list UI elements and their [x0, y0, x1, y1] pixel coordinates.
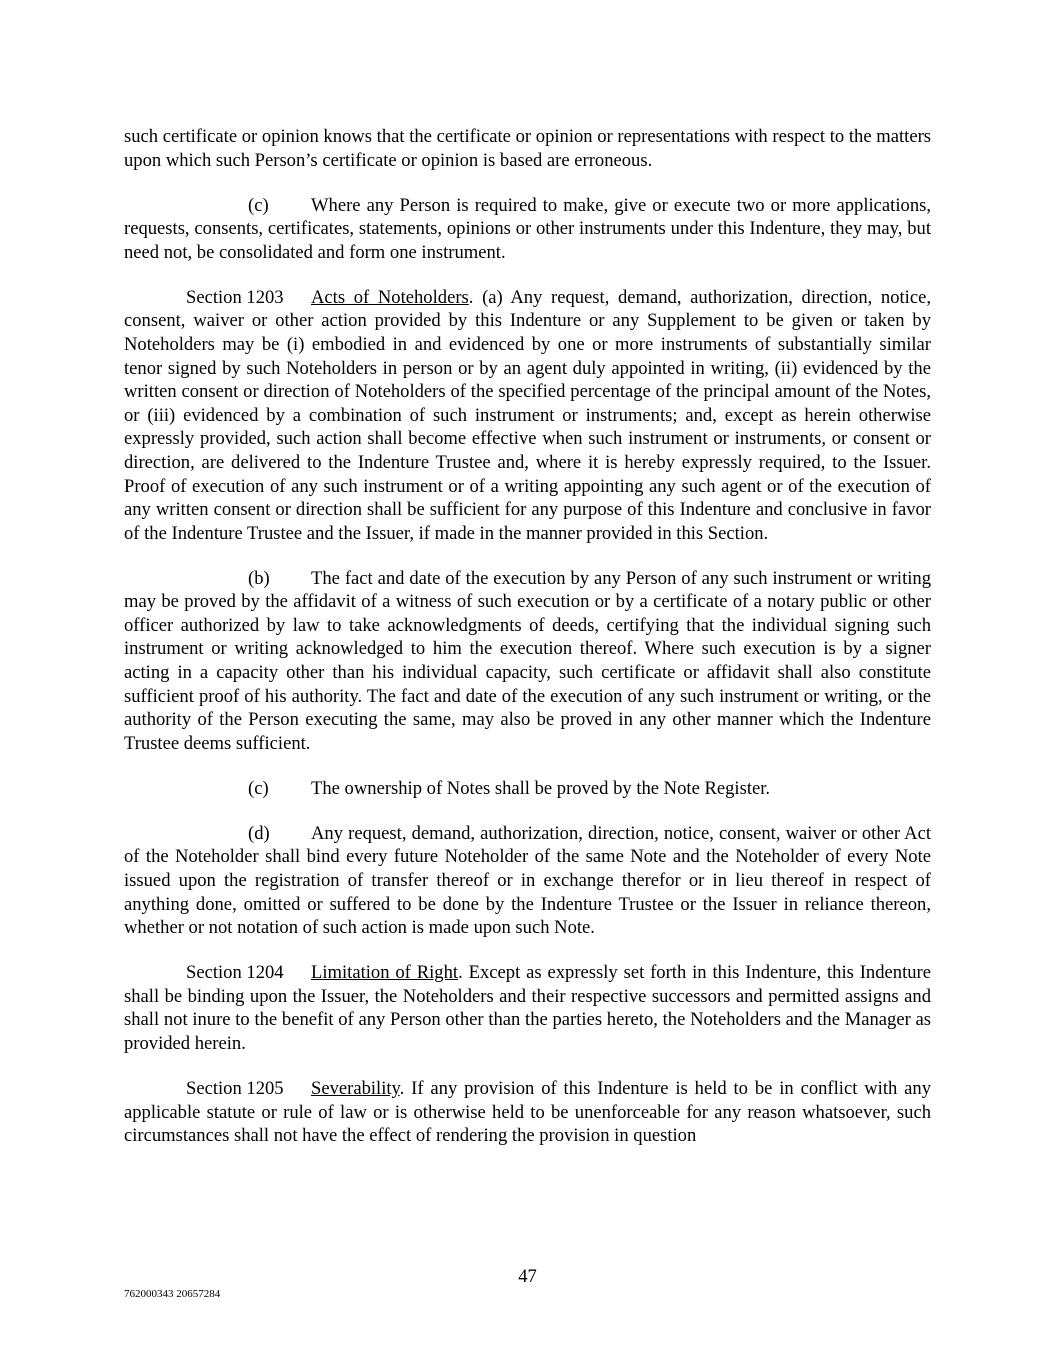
- section-heading: Limitation of Right: [311, 962, 459, 984]
- clause-text: Where any Person is required to make, give or execute two or more applications, requests, consents, certificates, statements, opinions or other instruments under this Indenture, they may, but need not, be consolidated and form one instrument.: [124, 194, 931, 263]
- section-number: Section 1204: [186, 962, 284, 984]
- paragraph-b-execution-proof: [124, 567, 931, 756]
- clause-marker: (b): [248, 567, 270, 589]
- clause-marker: (d): [248, 822, 270, 844]
- clause-text: The ownership of Notes shall be proved by the Note Register.: [311, 777, 771, 799]
- clause-marker: (c): [248, 194, 269, 216]
- section-text: . Except as expressly set forth in this Indenture, this Indenture shall be binding upon the Issuer, the Noteholders and their respective successors and permitted assigns and shall not inure to the benefit of any Person other than the parties hereto, the Noteholders and the Manager as provided herein.: [124, 962, 931, 1054]
- section-text: . If any provision of this Indenture is held to be in conflict with any applicable statute or rule of law or is otherwise held to be unenforceable for any reason whatsoever, such circumstances shall not have the effect of rendering the provision in question: [124, 1077, 931, 1147]
- clause-text: Any request, demand, authorization, direction, notice, consent, waiver or other Act of the Noteholder shall bind every future Noteholder of the same Note and the Noteholder of every Note issued upon the registration of transfer thereof or in exchange therefor or in lieu thereof in respect of anything done, omitted or suffered to be done by the Indenture Trustee or the Issuer in reliance thereon, whether or not notation of such action is made upon such Note.: [124, 822, 931, 939]
- paragraph-continuation: such certificate or opinion knows that the certificate or opinion or representations with respect to the matters upon which such Person’s certificate or opinion is based are erroneous.: [124, 126, 931, 171]
- section-1204: [124, 961, 931, 1055]
- document-id: 762000343 20657284: [124, 1288, 221, 1300]
- clause-marker: (c): [248, 777, 269, 799]
- section-1203: [124, 286, 931, 546]
- section-heading: Acts of Noteholders: [311, 286, 469, 308]
- section-text: . (a) Any request, demand, authorization, direction, notice, consent, waiver or other action provided by this Indenture or any Supplement to be given or taken by Noteholders may be (i) embodied in and evidenced by one or more instruments of substantially similar tenor signed by such Noteholders in person or by an agent duly appointed in writing, (ii) evidenced by the written consent or direction of Noteholders of the specified percentage of the principal amount of the Notes, or (iii) evidenced by a combination of such instrument or instruments; and, except as herein otherwise expressly provided, such action shall become effective when such instrument or instruments, or consent or direction, are delivered to the Indenture Trustee and, where it is hereby expressly required, to the Issuer. Proof of execution of any such instrument or of a writing appointing any such agent or of the execution of any written consent or direction shall be sufficient for any purpose of this Indenture and conclusive in favor of the Indenture Trustee and the Issuer, if made in the manner provided in this Section.: [124, 286, 932, 544]
- paragraph-c-instruments: [124, 194, 931, 265]
- section-heading: Severability: [311, 1077, 400, 1099]
- paragraph-c-ownership: [124, 777, 931, 801]
- clause-text: The fact and date of the execution by any Person of any such instrument or writing may be proved by the affidavit of a witness of such execution or by a certificate of a notary public or other officer authorized by law to take acknowledgments of deeds, certifying that the individual signing such instrument or writing acknowledged to him the execution thereof. Where such execution is by a signer acting in a capacity other than his individual capacity, such certificate or affidavit shall also constitute sufficient proof of his authority. The fact and date of the execution of any such instrument or writing, or the authority of the Person executing the same, may also be proved in any other manner which the Indenture Trustee deems sufficient.: [124, 567, 931, 754]
- page-number: 47: [518, 1266, 537, 1287]
- section-1205: [124, 1077, 931, 1148]
- section-number: Section 1205: [186, 1077, 284, 1099]
- document-body: [124, 125, 931, 1169]
- paragraph-d-binding-act: [124, 822, 931, 940]
- section-number: Section 1203: [186, 286, 284, 308]
